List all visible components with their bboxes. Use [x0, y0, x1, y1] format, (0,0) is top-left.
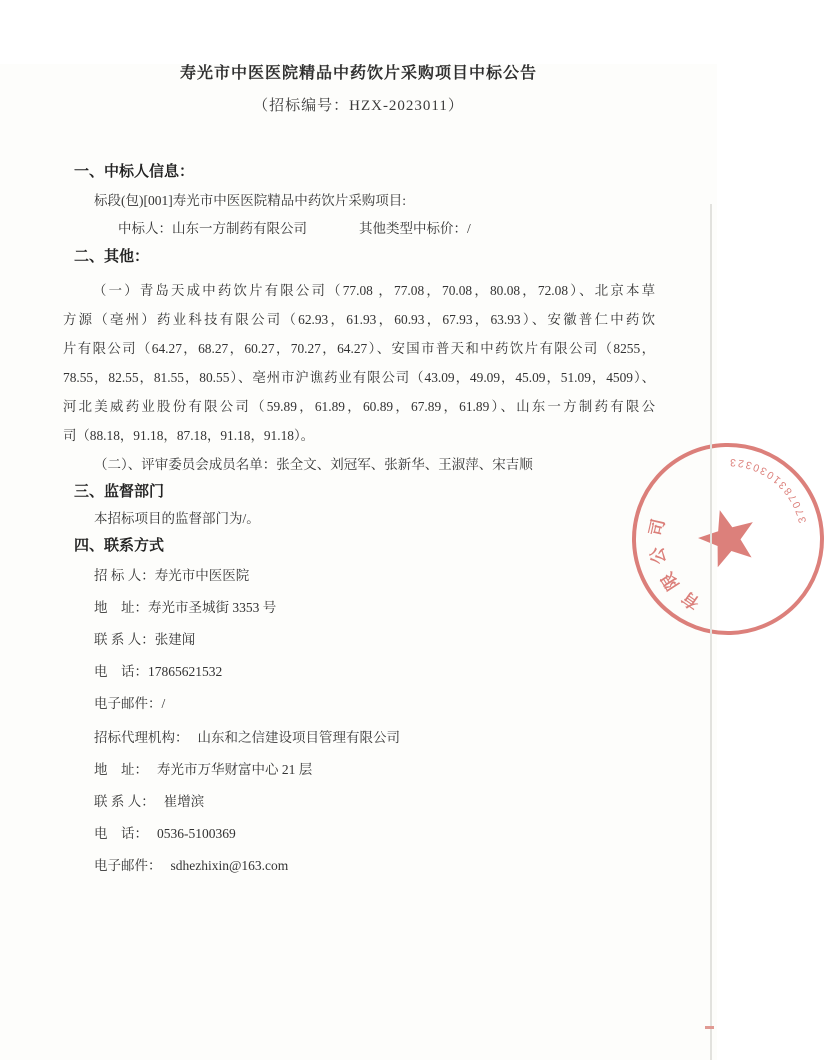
score-line-3: 片有限公司（64.27，68.27，60.27，70.27，64.27）、安国市普天和中药饮片有限公司（8255，: [63, 341, 655, 356]
contact-label: 电 话：: [94, 826, 148, 841]
section-heading-other: 二、其他：: [74, 249, 150, 265]
agency-contact-block: [0, 728, 717, 876]
supervision-body: 本招标项目的监督部门为/。: [94, 511, 260, 526]
section-heading-contact: 四、联系方式: [74, 538, 165, 554]
contact-value: 17865621532: [148, 664, 223, 679]
company-seal-stamp: [623, 434, 833, 644]
lot-line: 标段(包)[001]寿光市中医医院精品中药饮片采购项目:: [94, 193, 406, 208]
seal-company-text: 有限公司: [645, 508, 704, 613]
contact-label: 电子邮件：: [94, 696, 162, 711]
contact-row: [94, 694, 717, 714]
contact-label: 联 系 人：: [94, 632, 155, 647]
seal-registration-digits: 3707831030323: [727, 455, 810, 525]
score-line-1: （一）青岛天成中药饮片有限公司（77.08 ，77.08，70.08，80.08，72.08）、北京本草: [93, 283, 655, 298]
contact-row: [94, 824, 717, 844]
other-price-value: 其他类型中标价：/: [359, 221, 471, 236]
contact-label: 招 标 人：: [94, 568, 155, 583]
contact-value: 张建闻: [154, 632, 196, 647]
contact-value: 寿光市圣城街 3353 号: [148, 600, 277, 615]
winner-name: 中标人：山东一方制药有限公司: [118, 221, 307, 236]
contact-row: [94, 728, 717, 748]
contact-label: 电子邮件：: [94, 858, 162, 873]
contact-row: [94, 792, 717, 812]
contact-label: 招标代理机构：: [94, 730, 189, 745]
page-title: 寿光市中医医院精品中药饮片采购项目中标公告: [179, 65, 537, 82]
winner-line: [118, 219, 717, 239]
tenderer-contact-block: [0, 566, 717, 714]
contact-label: 联 系 人：: [94, 794, 155, 809]
section-heading-winner-info: 一、中标人信息：: [74, 164, 195, 180]
contact-label: 电 话：: [94, 664, 148, 679]
evaluation-committee-line: （二）、评审委员会成员名单：张全文、刘冠军、张新华、王淑萍、宋吉顺: [94, 457, 533, 472]
score-line-2: 方源（亳州）药业科技有限公司（62.93，61.93，60.93，67.93，63.93）、安徽普仁中药饮: [63, 312, 655, 327]
document-page: [0, 64, 810, 1060]
contact-value: 崔增滨: [163, 794, 205, 809]
section-heading-supervision: 三、监督部门: [74, 484, 165, 500]
bid-scores-paragraph: [63, 276, 655, 450]
contact-value: /: [161, 696, 166, 711]
contact-value: 寿光市万华财富中心 21 层: [157, 762, 313, 777]
contact-label: 地 址：: [94, 600, 148, 615]
contact-value: sdhezhixin@163.com: [170, 858, 289, 873]
scan-edge-line: [710, 204, 712, 1060]
contact-row: [94, 760, 717, 780]
contact-value: 山东和之信建设项目管理有限公司: [197, 730, 400, 745]
contact-value: 0536-5100369: [157, 826, 236, 841]
score-line-5: 河北美威药业股份有限公司（59.89，61.89，60.89，67.89，61.89）、山东一方制药有限公: [63, 399, 655, 414]
score-line-6: 司（88.18，91.18，87.18，91.18，91.18）。: [63, 428, 315, 443]
star-icon: [691, 506, 763, 577]
contact-row: [94, 856, 717, 876]
score-line-4: 78.55，82.55，81.55，80.55）、亳州市沪谯药业有限公司（43.09，49.09，45.09，51.09，4509）、: [63, 370, 655, 385]
contact-value: 寿光市中医医院: [154, 568, 250, 583]
contact-label: 地 址：: [94, 762, 148, 777]
red-mark: [705, 1026, 714, 1029]
tender-number: （招标编号：HZX-2023011）: [253, 98, 464, 114]
contact-row: [94, 662, 717, 682]
